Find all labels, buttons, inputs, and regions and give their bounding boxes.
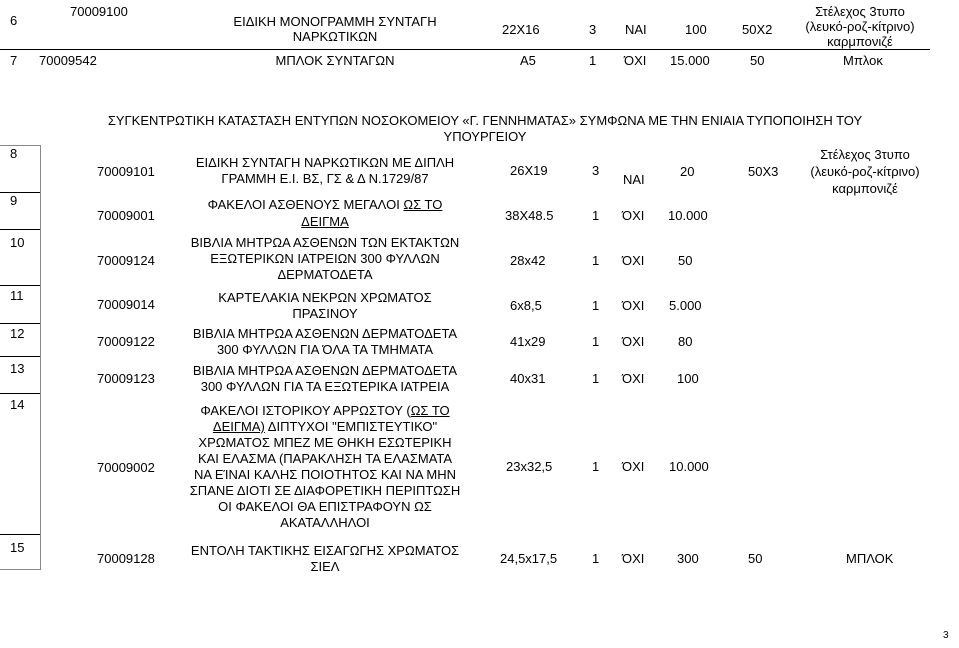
row-desc-line: ΧΡΩΜΑΤΟΣ ΜΠΕΖ ΜΕ ΘΗΚΗ ΕΣΩΤΕΡΙΚΗ [198, 435, 452, 450]
row-code: 70009122 [97, 334, 155, 349]
row-number: 15 [10, 540, 25, 555]
row-qty: 1 [592, 459, 600, 474]
row-yes-no: ΌΧΙ [622, 208, 645, 223]
row-desc-underlined: ΩΣ ΤΟ [403, 197, 443, 212]
row-qty: 1 [592, 334, 600, 349]
row-code: 70009123 [97, 371, 155, 386]
row-qty: 1 [592, 253, 600, 268]
row-yes-no: ΌΧΙ [622, 551, 645, 566]
row-number: 9 [10, 193, 18, 208]
row-code: 70009014 [97, 297, 155, 312]
row-desc-line [180, 419, 470, 434]
row-size: 6x8,5 [510, 298, 542, 313]
grid-line [0, 229, 40, 230]
row-desc-text: ΦΑΚΕΛΟΙ ΑΣΘΕΝΟΥΣ ΜΕΓΑΛΟΙ [207, 197, 404, 212]
row-note-line: καρμπονιζέ [832, 181, 898, 196]
grid-line [40, 145, 41, 570]
row-size: 28x42 [510, 253, 546, 268]
row-desc-line: ΟΙ ΦΑΚΕΛΟΙ ΘΑ ΕΠΙΣΤΡΑΦΟΥΝ ΩΣ [218, 499, 432, 514]
row-desc-text: ΔΙΠΤΥΧΟΙ "ΕΜΠΙΣΤΕΥΤΙΚΟ" [264, 419, 438, 434]
row-qty: 1 [592, 208, 600, 223]
row-desc-line: ΕΝΤΟΛΗ ΤΑΚΤΙΚΗΣ ΕΙΣΑΓΩΓΗΣ ΧΡΩΜΑΤΟΣ [190, 543, 460, 558]
row-number: 8 [10, 146, 18, 161]
row-pages: 5.000 [669, 298, 702, 313]
row-desc-line: ΓΡΑΜΜΗ Ε.Ι. ΒΣ, ΓΣ & Δ Ν.1729/87 [221, 171, 429, 186]
row-size: 40x31 [510, 371, 546, 386]
grid-line [0, 534, 40, 535]
row-desc-line: ΜΠΛΟΚ ΣΥΝΤΑΓΩΝ [275, 53, 395, 68]
row-pages: 80 [678, 334, 693, 349]
row-desc-line: ΝΑΡΚΩΤΙΚΩΝ [292, 29, 378, 44]
row-desc-line: ΒΙΒΛΙΑ ΜΗΤΡΩΑ ΑΣΘΕΝΩΝ ΔΕΡΜΑΤΟΔΕΤΑ [192, 326, 458, 341]
row-code: 70009101 [97, 164, 155, 179]
row-divider [0, 49, 930, 50]
row-desc-line [180, 197, 470, 212]
row-size: 23x32,5 [506, 459, 553, 474]
row-note-line: Στέλεχος 3τυπο [815, 4, 905, 19]
row-pages: 50 [678, 253, 693, 268]
row-yes-no: ΌΧΙ [622, 298, 645, 313]
row-desc-line: ΝΑ ΕΊΝΑΙ ΚΑΛΗΣ ΠΟΙΟΤΗΤΟΣ ΚΑΙ ΝΑ ΜΗΝ [193, 467, 457, 482]
row-desc-line: ΕΞΩΤΕΡΙΚΩΝ ΙΑΤΡΕΙΩΝ 300 ΦΥΛΛΩΝ [210, 251, 440, 266]
row-size: 38Χ48.5 [505, 208, 554, 223]
grid-line [0, 356, 40, 357]
row-pack: 50 [750, 53, 765, 68]
page-number: 3 [943, 630, 949, 641]
row-desc-line: ΑΚΑΤΑΛΛΗΛΟΙ [280, 515, 370, 530]
row-qty: 1 [592, 298, 600, 313]
section-title-line: ΣΥΓΚΕΝΤΡΩΤΙΚΗ ΚΑΤΑΣΤΑΣΗ ΕΝΤΥΠΩΝ ΝΟΣΟΚΟΜΕΙΟΥ «Γ. ΓΕΝΝΗΜΑΤΑΣ» ΣΥΜΦΩΝΑ ΜΕ ΤΗΝ ΕΝΙΑΙΑ ΤΥΠΟΠΟΙΗΣΗ ΤΟΥ [107, 113, 863, 128]
row-pages: 10.000 [668, 208, 708, 223]
row-yes-no: ΌΧΙ [622, 371, 645, 386]
row-size: 41x29 [510, 334, 546, 349]
row-pack: 50Χ2 [742, 22, 773, 37]
row-yes-no: ΝΑΙ [623, 172, 645, 187]
grid-line [0, 393, 40, 394]
row-size: 24,5x17,5 [500, 551, 558, 566]
row-code: 70009100 [70, 4, 128, 19]
row-note-line: καρμπονιζέ [827, 34, 893, 49]
row-desc-line: ΒΙΒΛΙΑ ΜΗΤΡΩΑ ΑΣΘΕΝΩΝ ΤΩΝ ΕΚΤΑΚΤΩΝ [190, 235, 460, 250]
row-pack: 50 [748, 551, 763, 566]
row-desc-text: ΦΑΚΕΛΟΙ ΙΣΤΟΡΙΚΟΥ ΑΡΡΩΣΤΟΥ ( [200, 403, 411, 418]
row-note-line: Στέλεχος 3τυπο [820, 147, 910, 162]
row-code: 70009001 [97, 208, 155, 223]
row-desc-line: ΕΙΔΙΚΗ ΜΟΝΟΓΡΑΜΜΗ ΣΥΝΤΑΓΗ [233, 14, 437, 29]
row-pages: 100 [685, 22, 707, 37]
row-pages: 100 [677, 371, 699, 386]
row-qty: 1 [592, 371, 600, 386]
row-desc-line: ΒΙΒΛΙΑ ΜΗΤΡΩΑ ΑΣΘΕΝΩΝ ΔΕΡΜΑΤΟΔΕΤΑ [192, 363, 458, 378]
row-qty: 1 [589, 53, 597, 68]
row-number: 7 [10, 53, 18, 68]
row-number: 11 [10, 288, 24, 303]
row-desc-underlined: ΩΣ ΤΟ [410, 403, 450, 418]
row-qty: 3 [589, 22, 597, 37]
row-code: 70009002 [97, 460, 155, 475]
row-qty: 3 [592, 163, 600, 178]
row-desc-line: ΚΑΡΤΕΛΑΚΙΑ ΝΕΚΡΩΝ ΧΡΩΜΑΤΟΣ [218, 290, 432, 305]
row-desc-line: ΔΕΡΜΑΤΟΔΕΤΑ [277, 267, 373, 282]
row-note-line: (λευκό-ροζ-κίτρινο) [810, 164, 920, 179]
grid-line [0, 285, 40, 286]
row-desc-line: ΕΙΔΙΚΗ ΣΥΝΤΑΓΗ ΝΑΡΚΩΤΙΚΩΝ ΜΕ ΔΙΠΛΗ [195, 155, 455, 170]
row-pack: 50Χ3 [748, 164, 779, 179]
row-yes-no: ΌΧΙ [624, 53, 647, 68]
row-qty: 1 [592, 551, 600, 566]
row-yes-no: ΌΧΙ [622, 334, 645, 349]
row-code: 70009128 [97, 551, 155, 566]
row-yes-no: ΌΧΙ [622, 253, 645, 268]
row-desc-line: ΚΑΙ ΕΛΑΣΜΑ (ΠΑΡΑΚΛΗΣΗ ΤΑ ΕΛΑΣΜΑΤΑ [197, 451, 453, 466]
row-number: 14 [10, 397, 25, 412]
section-title-line: ΥΠΟΥΡΓΕΙΟΥ [443, 129, 527, 144]
row-pages: 15.000 [670, 53, 710, 68]
row-number: 10 [10, 235, 25, 250]
row-pages: 20 [680, 164, 695, 179]
row-desc-line: 300 ΦΥΛΛΩΝ ΓΙΑ ΌΛΑ ΤΑ ΤΜΗΜΑΤΑ [216, 342, 434, 357]
row-note-line: Μπλοκ [843, 53, 883, 68]
row-code: 70009542 [39, 53, 97, 68]
grid-line [0, 145, 40, 146]
row-desc-line: ΣΙΕΛ [310, 559, 340, 574]
row-code: 70009124 [97, 253, 155, 268]
row-size: Α5 [520, 53, 536, 68]
row-desc-underlined: ΔΕΙΓΜΑ) [212, 419, 265, 434]
row-yes-no: ΝΑΙ [625, 22, 647, 37]
row-note-line: (λευκό-ροζ-κίτρινο) [805, 19, 915, 34]
row-desc-line: 300 ΦΥΛΛΩΝ ΓΙΑ ΤΑ ΕΞΩΤΕΡΙΚΑ ΙΑΤΡΕΙΑ [200, 379, 450, 394]
grid-line [0, 192, 40, 193]
row-size: 26Χ19 [510, 163, 548, 178]
row-number: 6 [10, 13, 18, 28]
row-number: 12 [10, 326, 25, 341]
grid-line [0, 569, 40, 570]
row-yes-no: ΌΧΙ [622, 459, 645, 474]
row-pages: 300 [677, 551, 699, 566]
row-desc-line: ΠΡΑΣΙΝΟΥ [292, 306, 358, 321]
row-pages: 10.000 [669, 459, 709, 474]
row-size: 22Χ16 [502, 22, 540, 37]
grid-line [0, 323, 40, 324]
row-number: 13 [10, 361, 25, 376]
row-desc-line [180, 403, 470, 418]
row-desc-line: ΣΠΑΝΕ ΔΙΟΤΙ ΣΕ ΔΙΑΦΟΡΕΤΙΚΗ ΠΕΡΙΠΤΩΣΗ [189, 483, 461, 498]
row-note-line: ΜΠΛΟΚ [846, 551, 894, 566]
row-desc-underlined: ΔΕΙΓΜΑ [301, 214, 349, 229]
